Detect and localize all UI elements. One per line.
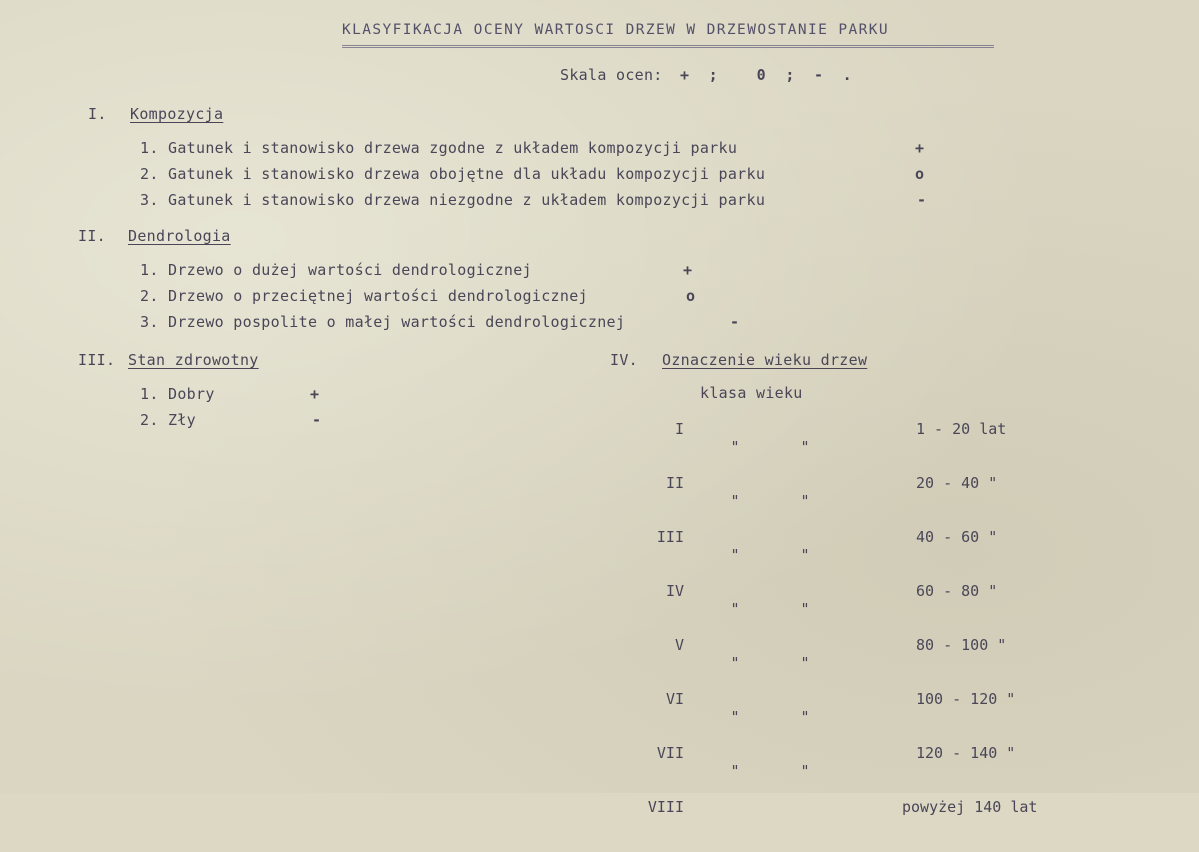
ditto-mark: "	[800, 708, 810, 726]
age-class-roman: VII	[656, 744, 684, 762]
dendrology-item-1: 1. Drzewo o dużej wartości dendrologicznej	[140, 261, 532, 279]
age-class-roman: II	[665, 474, 684, 492]
ditto-mark: "	[730, 546, 740, 564]
age-class-range: 40 - 60 "	[916, 528, 998, 546]
title-rule	[342, 45, 994, 48]
ditto-column-1	[720, 402, 750, 816]
health-item-1: 1. Dobry	[140, 385, 215, 403]
dendrology-item-3: 3. Drzewo pospolite o małej wartości dendrologicznej	[140, 313, 626, 331]
section-iii-heading: Stan zdrowotny	[128, 351, 259, 369]
ditto-mark: "	[800, 492, 810, 510]
health-item-2: 2. Zły	[140, 411, 196, 429]
scale-label: Skala ocen:	[560, 66, 663, 84]
document-title: KLASYFIKACJA OCENY WARTOSCI DRZEW W DRZEWOSTANIE PARKU	[342, 22, 890, 38]
age-class-label: klasa wieku	[700, 384, 803, 402]
dendrology-mark-3: -	[730, 313, 740, 331]
section-ii-numeral: II.	[78, 227, 106, 245]
age-class-roman: VIII	[647, 798, 684, 816]
ditto-mark: "	[730, 438, 740, 456]
age-class-roman: V	[674, 636, 684, 654]
age-class-roman: III	[656, 528, 684, 546]
age-range-column	[902, 384, 1092, 852]
dendrology-mark-1: +	[683, 261, 693, 279]
age-class-range: 1 - 20 lat	[916, 420, 1007, 438]
age-class-roman: VI	[665, 690, 684, 708]
section-i-heading: Kompozycja	[130, 105, 224, 123]
age-class-range: 80 - 100 "	[916, 636, 1007, 654]
age-roman-column	[610, 384, 684, 852]
ditto-mark: "	[800, 546, 810, 564]
age-class-range: 100 - 120 "	[916, 690, 1016, 708]
ditto-mark: "	[730, 492, 740, 510]
ditto-mark: "	[800, 654, 810, 672]
age-class-roman: IV	[665, 582, 684, 600]
ditto-mark: "	[800, 762, 810, 780]
health-mark-2: -	[312, 411, 322, 429]
age-class-range: powyżej 140 lat	[902, 798, 1038, 816]
scale-symbols: + ; 0 ; - .	[680, 66, 852, 84]
ditto-mark: "	[730, 654, 740, 672]
composition-mark-1: +	[915, 139, 925, 157]
ditto-mark: "	[730, 708, 740, 726]
health-mark-1: +	[310, 385, 320, 403]
section-i-numeral: I.	[88, 105, 107, 123]
composition-mark-3: -	[917, 191, 927, 209]
ditto-mark: "	[800, 600, 810, 618]
ditto-mark: "	[730, 600, 740, 618]
ditto-column-2	[790, 402, 820, 816]
age-class-range: 60 - 80 "	[916, 582, 998, 600]
ditto-mark: "	[730, 762, 740, 780]
composition-mark-2: o	[915, 165, 925, 183]
composition-item-3: 3. Gatunek i stanowisko drzewa niezgodne z układem kompozycji parku	[140, 191, 766, 209]
age-class-range: 20 - 40 "	[916, 474, 998, 492]
ditto-mark: "	[800, 438, 810, 456]
composition-item-2: 2. Gatunek i stanowisko drzewa obojętne dla układu kompozycji parku	[140, 165, 766, 183]
section-iv-numeral: IV.	[610, 351, 638, 369]
dendrology-item-2: 2. Drzewo o przeciętnej wartości dendrologicznej	[140, 287, 588, 305]
section-ii-heading: Dendrologia	[128, 227, 231, 245]
dendrology-mark-2: o	[686, 287, 696, 305]
age-class-roman: I	[674, 420, 684, 438]
composition-item-1: 1. Gatunek i stanowisko drzewa zgodne z układem kompozycji parku	[140, 139, 738, 157]
section-iv-heading: Oznaczenie wieku drzew	[662, 351, 868, 369]
section-iii-numeral: III.	[78, 351, 116, 369]
age-class-range: 120 - 140 "	[916, 744, 1016, 762]
